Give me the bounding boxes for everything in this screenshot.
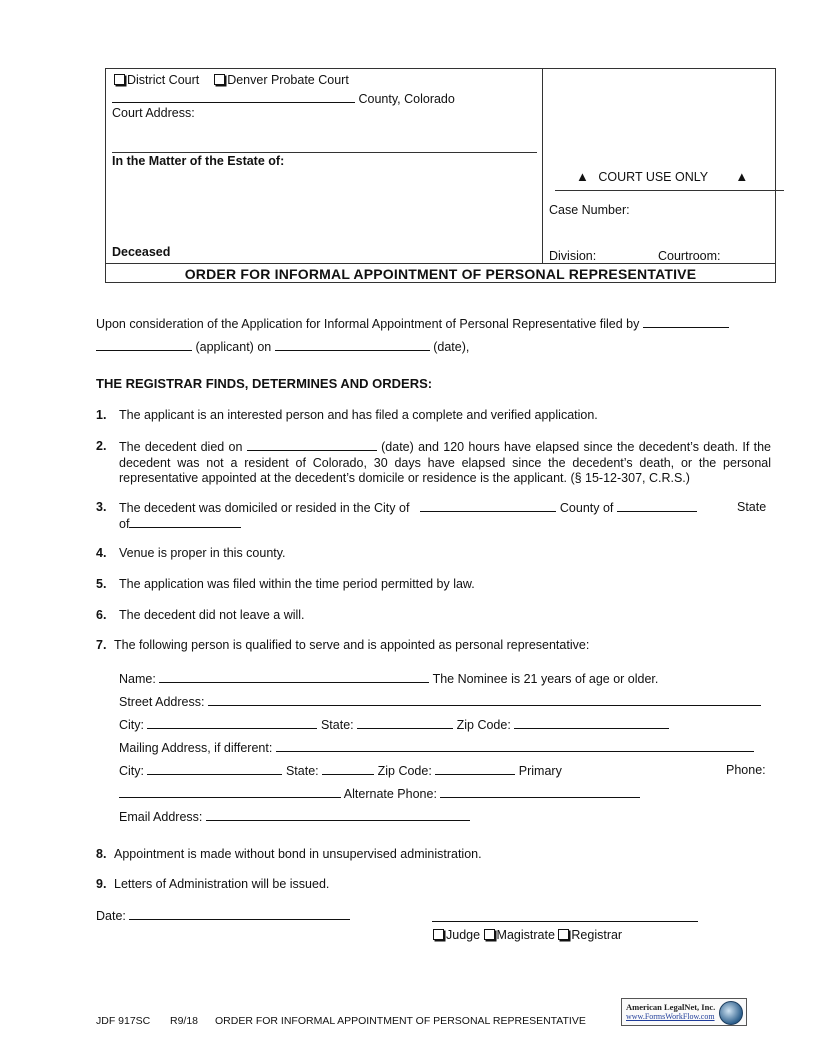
court-address-line <box>112 152 537 153</box>
up-triangle-icon: ▲ <box>576 169 589 184</box>
order-date-field[interactable] <box>129 908 350 920</box>
american-legalnet-logo[interactable] <box>621 998 747 1026</box>
mailing-zip-label: Zip Code: <box>377 764 432 778</box>
court-type-options <box>114 73 349 87</box>
county-field[interactable] <box>112 91 355 103</box>
county-suffix: County, Colorado <box>358 92 455 106</box>
item-6-text: The decedent did not leave a will. <box>119 608 305 622</box>
globe-icon <box>719 1001 743 1025</box>
registrar-checkbox[interactable] <box>558 929 569 940</box>
city-state-zip-row <box>119 717 669 732</box>
estate-matter-label: In the Matter of the Estate of: <box>112 154 285 168</box>
mailing-address-field[interactable] <box>276 740 754 752</box>
date-row <box>96 908 350 923</box>
email-field[interactable] <box>206 809 470 821</box>
district-court-label: District Court <box>127 73 200 87</box>
intro-line-2 <box>96 339 469 354</box>
footer-form-name: ORDER FOR INFORMAL APPOINTMENT OF PERSONAL REPRESENTATIVE <box>215 1015 586 1027</box>
state-label-nominee: State: <box>320 718 354 732</box>
age-note: The Nominee is 21 years of age or older. <box>432 672 659 686</box>
court-address-label: Court Address: <box>112 106 195 120</box>
court-use-only <box>576 169 748 184</box>
item-2-text <box>119 439 771 487</box>
state-label: State <box>737 500 767 514</box>
name-label: Name: <box>119 672 156 686</box>
mailing-state-label: State: <box>285 764 319 778</box>
city-field[interactable] <box>147 717 317 729</box>
death-rest: (date) and 120 hours have elapsed since the decedent’s death. If the decedent was not a resident of Colorado, 30 days have elapsed since the decedent’s death, or the personal representative appointed at the decedent’s domicile or residence is the applicant. (§ 15-12-307, C.R.S.) <box>119 440 771 485</box>
court-use-only-underline <box>555 190 784 191</box>
caption-box <box>105 68 776 283</box>
judge-checkbox[interactable] <box>433 929 444 940</box>
domicile-prefix: The decedent was domiciled or resided in the City of <box>119 501 410 515</box>
court-use-only-label: COURT USE ONLY <box>598 170 708 184</box>
item-9-text: Letters of Administration will be issued. <box>114 877 330 891</box>
street-address-row <box>119 694 761 709</box>
state-field[interactable] <box>357 717 453 729</box>
item-7-text: The following person is qualified to serve and is appointed as personal representative: <box>114 638 590 652</box>
item-3-line-1 <box>119 500 697 515</box>
magistrate-label: Magistrate <box>496 928 555 942</box>
caption-vertical-divider <box>542 69 543 264</box>
mailing-address-row <box>119 740 754 755</box>
filed-by-field[interactable] <box>643 316 729 328</box>
denver-probate-court-checkbox[interactable] <box>214 74 225 85</box>
item-number-4: 4. <box>96 546 107 560</box>
item-1-text: The applicant is an interested person and has filed a complete and verified application. <box>119 408 598 422</box>
county-line <box>112 91 455 106</box>
county-of-label: County of <box>559 501 614 515</box>
district-court-checkbox[interactable] <box>114 74 125 85</box>
intro-line-1 <box>96 316 729 331</box>
courtroom-label: Courtroom: <box>658 249 721 263</box>
item-number-9: 9. <box>96 877 107 891</box>
logo-website[interactable]: www.FormsWorkFlow.com <box>626 1012 715 1021</box>
email-row <box>119 809 470 824</box>
city-of-field[interactable] <box>420 500 556 512</box>
form-title: ORDER FOR INFORMAL APPOINTMENT OF PERSONAL REPRESENTATIVE <box>184 266 697 282</box>
finds-heading: THE REGISTRAR FINDS, DETERMINES AND ORDERS: <box>96 376 433 391</box>
judge-label: Judge <box>446 928 481 942</box>
date-suffix: (date), <box>433 340 470 354</box>
item-3-line-2 <box>119 516 241 531</box>
signer-role-options <box>433 928 622 942</box>
street-address-label: Street Address: <box>119 695 205 709</box>
zip-field[interactable] <box>514 717 669 729</box>
phone-row <box>119 786 640 801</box>
magistrate-checkbox[interactable] <box>484 929 495 940</box>
item-5-text: The application was filed within the time period permitted by law. <box>119 577 475 591</box>
street-address-field[interactable] <box>208 694 761 706</box>
mailing-address-label: Mailing Address, if different: <box>119 741 273 755</box>
mailing-city-field[interactable] <box>147 763 282 775</box>
mailing-city-row <box>119 763 562 778</box>
item-number-1: 1. <box>96 408 107 422</box>
alternate-phone-label: Alternate Phone: <box>343 787 437 801</box>
nominee-name-field[interactable] <box>159 671 429 683</box>
item-number-3: 3. <box>96 500 107 514</box>
applicant-suffix: (applicant) on <box>195 340 272 354</box>
deceased-label: Deceased <box>112 245 171 259</box>
signature-line[interactable] <box>432 909 698 922</box>
item-8-text: Appointment is made without bond in unsupervised administration. <box>114 847 482 861</box>
zip-label: Zip Code: <box>456 718 511 732</box>
logo-company-name: American LegalNet, Inc. <box>626 1002 716 1012</box>
nominee-name-row <box>119 671 658 686</box>
death-date-field[interactable] <box>247 439 377 451</box>
mailing-city-label: City: <box>119 764 144 778</box>
division-label: Division: <box>549 249 597 263</box>
item-number-7: 7. <box>96 638 107 652</box>
date-label: Date: <box>96 909 126 923</box>
city-label: City: <box>119 718 144 732</box>
mailing-state-field[interactable] <box>322 763 374 775</box>
item-number-8: 8. <box>96 847 107 861</box>
item-number-5: 5. <box>96 577 107 591</box>
state-of-field[interactable] <box>129 516 241 528</box>
footer-revision: R9/18 <box>170 1015 199 1027</box>
up-triangle-icon: ▲ <box>735 169 749 184</box>
primary-label: Primary <box>518 764 562 778</box>
item-4-text: Venue is proper in this county. <box>119 546 286 560</box>
phone-label: Phone: <box>726 763 766 777</box>
of-label: of <box>119 517 130 531</box>
footer-form-id: JDF 917SC <box>96 1015 151 1027</box>
death-prefix: The decedent died on <box>119 440 243 454</box>
mailing-zip-field[interactable] <box>435 763 515 775</box>
filing-date-field[interactable] <box>275 339 430 351</box>
intro-text: Upon consideration of the Application for Informal Appointment of Personal Representative filed by <box>96 317 640 331</box>
email-label: Email Address: <box>119 810 203 824</box>
registrar-label: Registrar <box>571 928 623 942</box>
item-number-6: 6. <box>96 608 107 622</box>
alternate-phone-field[interactable] <box>440 786 640 798</box>
item-number-2: 2. <box>96 439 107 453</box>
caption-horizontal-divider <box>106 263 775 264</box>
denver-probate-court-label: Denver Probate Court <box>227 73 349 87</box>
applicant-field[interactable] <box>96 339 192 351</box>
primary-phone-field[interactable] <box>119 786 341 798</box>
county-of-field[interactable] <box>617 500 697 512</box>
case-number-label: Case Number: <box>549 203 630 217</box>
